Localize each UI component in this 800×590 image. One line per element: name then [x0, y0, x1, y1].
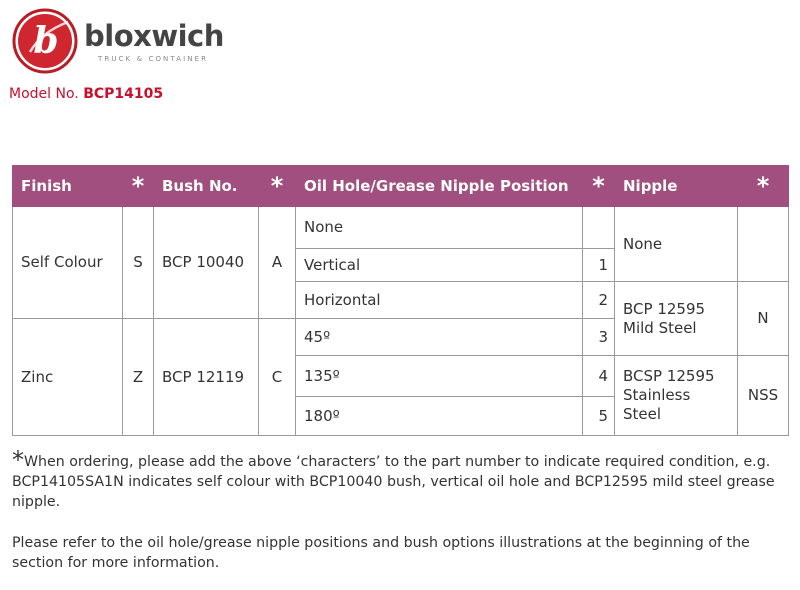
nipple-code-cell: N — [738, 282, 789, 356]
brand-logo — [12, 8, 232, 80]
note-star: * — [12, 446, 24, 474]
nipple-cell: None — [615, 207, 738, 282]
finish-code-cell: Z — [123, 319, 154, 436]
position-code-cell: 4 — [583, 356, 615, 397]
model-label: Model No. — [9, 86, 84, 102]
header-finish-code: * — [123, 166, 154, 207]
header-position-code: * — [583, 166, 615, 207]
finish-cell: Zinc — [13, 319, 123, 436]
brand-name: bloxwich — [84, 19, 224, 53]
position-cell: 135º — [296, 356, 583, 397]
nipple-code-cell — [738, 207, 789, 282]
ordering-note — [12, 448, 792, 512]
finish-cell: Self Colour — [13, 207, 123, 319]
position-cell: Horizontal — [296, 282, 583, 319]
options-table — [12, 165, 789, 436]
brand-tagline: TRUCK & CONTAINER — [98, 55, 209, 63]
position-code-cell: 3 — [583, 319, 615, 356]
bush-code-cell: A — [259, 207, 296, 319]
position-code-cell: 1 — [583, 249, 615, 282]
header-finish: Finish — [13, 166, 123, 207]
table-header-row — [13, 166, 789, 207]
nipple-cell: BCP 12595 Mild Steel — [615, 282, 738, 356]
bush-cell: BCP 12119 — [154, 319, 259, 436]
header-nipple-code: * — [738, 166, 789, 207]
nipple-cell: BCSP 12595 Stainless Steel — [615, 356, 738, 436]
bush-code-cell: C — [259, 319, 296, 436]
bloxwich-logo-icon — [12, 8, 78, 74]
bush-cell: BCP 10040 — [154, 207, 259, 319]
header-bush-code: * — [259, 166, 296, 207]
reference-note: Please refer to the oil hole/grease nipple positions and bush options illustrations at the beginning of the section for more information. — [12, 535, 750, 571]
position-code-cell: 5 — [583, 397, 615, 436]
header-bush: Bush No. — [154, 166, 259, 207]
position-cell: 45º — [296, 319, 583, 356]
logo-mark-letter: b — [33, 20, 59, 62]
position-cell: 180º — [296, 397, 583, 436]
table-row — [13, 207, 789, 249]
model-number: BCP14105 — [83, 86, 164, 102]
position-code-cell: 2 — [583, 282, 615, 319]
position-code-cell — [583, 207, 615, 249]
position-cell: Vertical — [296, 249, 583, 282]
model-number-line — [9, 86, 163, 102]
header-position: Oil Hole/Grease Nipple Position — [296, 166, 583, 207]
position-cell: None — [296, 207, 583, 249]
nipple-code-cell: NSS — [738, 356, 789, 436]
ordering-note-text: When ordering, please add the above ‘characters’ to the part number to indicate required condition, e.g. BCP14105SA1N indicates self colour with BCP10040 bush, vertical oil hole and BCP12595 mild steel grease nipple. — [12, 454, 775, 510]
finish-code-cell: S — [123, 207, 154, 319]
header-nipple: Nipple — [615, 166, 738, 207]
